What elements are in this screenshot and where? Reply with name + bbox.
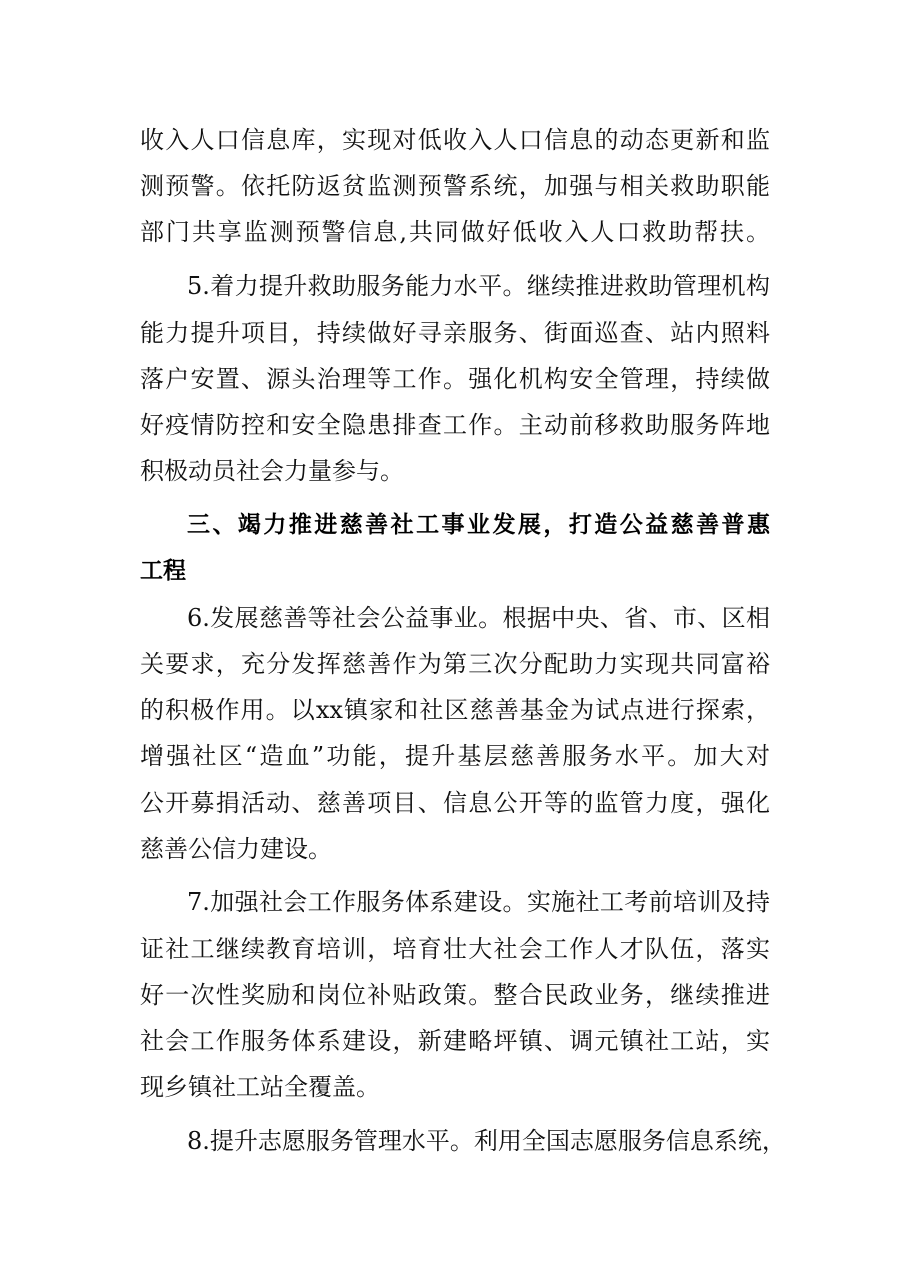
section-heading-continuation: 工程: [140, 558, 186, 584]
text-line: 慈善公信力建设。: [140, 835, 332, 863]
text-line: 部门共享监测预警信息,共同做好低收入人口救助帮扶。: [140, 218, 770, 246]
section-heading: 三、竭力推进慈善社工事业发展，打造公益慈善普惠: [187, 512, 770, 538]
text-line: 落户安置、源头治理等工作。强化机构安全管理，持续做: [140, 365, 770, 393]
text-line: 证社工继续教育培训，培育壮大社会工作人才队伍，落实: [140, 935, 770, 963]
text-line: 现乡镇社工站全覆盖。: [140, 1073, 380, 1101]
text-line: 积极动员社会力量参与。: [140, 457, 404, 485]
text-line: 测预警。依托防返贫监测预警系统，加强与相关救助职能: [140, 172, 770, 200]
text-line: 的积极作用。以xx镇家和社区慈善基金为试点进行探索，: [140, 696, 770, 724]
text-line: 收入人口信息库，实现对低收入人口信息的动态更新和监: [140, 126, 770, 154]
paragraph-first-line: 7.加强社会工作服务体系建设。实施社工考前培训及持: [187, 888, 770, 916]
text-line: 能力提升项目，持续做好寻亲服务、街面巡查、站内照料: [140, 319, 770, 347]
text-line: 好一次性奖励和岗位补贴政策。整合民政业务，继续推进: [140, 981, 770, 1009]
text-line: 增强社区“造血”功能，提升基层慈善服务水平。加大对: [140, 742, 770, 770]
text-line: 社会工作服务体系建设，新建略坪镇、调元镇社工站，实: [140, 1027, 770, 1055]
paragraph-first-line: 6.发展慈善等社会公益事业。根据中央、省、市、区相: [187, 604, 770, 632]
text-line: 公开募捐活动、慈善项目、信息公开等的监管力度，强化: [140, 789, 770, 817]
paragraph-first-line: 5.着力提升救助服务能力水平。继续推进救助管理机构: [187, 272, 770, 300]
text-line: 关要求，充分发挥慈善作为第三次分配助力实现共同富裕: [140, 650, 770, 678]
text-line: 好疫情防控和安全隐患排查工作。主动前移救助服务阵地: [140, 411, 770, 439]
paragraph-first-line: 8.提升志愿服务管理水平。利用全国志愿服务信息系统，: [187, 1127, 786, 1155]
